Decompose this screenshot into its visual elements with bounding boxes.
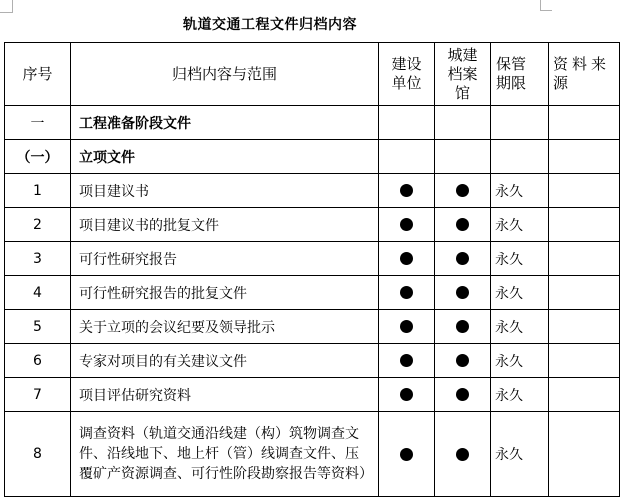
section-label: 工程准备阶段文件 bbox=[71, 106, 379, 140]
table-row bbox=[5, 208, 620, 242]
row-content: 项目建议书的批复文件 bbox=[71, 208, 379, 242]
filled-dot-icon bbox=[456, 184, 469, 197]
city-mark bbox=[435, 242, 491, 276]
document-title: 轨道交通工程文件归档内容 bbox=[183, 17, 357, 33]
section-row bbox=[5, 106, 620, 140]
header-source: 资料来源 bbox=[549, 43, 620, 106]
header-unit: 建设单位 bbox=[379, 43, 435, 106]
row-no: 2 bbox=[5, 208, 71, 242]
source-cell bbox=[549, 310, 620, 344]
unit-mark bbox=[379, 310, 435, 344]
header-city: 城建档案馆 bbox=[435, 43, 491, 106]
section-no: （一） bbox=[5, 140, 71, 174]
page-corner-mark-right bbox=[540, 0, 541, 10]
unit-mark bbox=[379, 412, 435, 497]
city-mark bbox=[435, 378, 491, 412]
filled-dot-icon bbox=[456, 354, 469, 367]
keep-period: 永久 bbox=[491, 242, 549, 276]
unit-mark bbox=[379, 378, 435, 412]
keep-period: 永久 bbox=[491, 378, 549, 412]
row-content: 专家对项目的有关建议文件 bbox=[71, 344, 379, 378]
row-content: 关于立项的会议纪要及领导批示 bbox=[71, 310, 379, 344]
table-row bbox=[5, 412, 620, 497]
filled-dot-icon bbox=[400, 354, 413, 367]
row-no: 6 bbox=[5, 344, 71, 378]
city-mark bbox=[435, 310, 491, 344]
row-no: 1 bbox=[5, 174, 71, 208]
keep-period: 永久 bbox=[491, 344, 549, 378]
table-row bbox=[5, 310, 620, 344]
row-no: 5 bbox=[5, 310, 71, 344]
header-content: 归档内容与范围 bbox=[71, 43, 379, 106]
source-cell bbox=[549, 344, 620, 378]
filled-dot-icon bbox=[400, 320, 413, 333]
filled-dot-icon bbox=[400, 252, 413, 265]
header-no: 序号 bbox=[5, 43, 71, 106]
filled-dot-icon bbox=[400, 388, 413, 401]
unit-mark bbox=[379, 174, 435, 208]
archive-table bbox=[4, 42, 620, 497]
unit-mark bbox=[379, 242, 435, 276]
row-no: 4 bbox=[5, 276, 71, 310]
source-cell bbox=[549, 412, 620, 497]
filled-dot-icon bbox=[456, 448, 469, 461]
table-row bbox=[5, 276, 620, 310]
row-content: 调查资料（轨道交通沿线建（构）筑物调查文件、沿线地下、地上杆（管）线调查文件、压覆矿产资源调查、可行性阶段勘察报告等资料） bbox=[71, 412, 379, 497]
table-row bbox=[5, 378, 620, 412]
city-mark bbox=[435, 174, 491, 208]
row-no: 3 bbox=[5, 242, 71, 276]
table-header-row bbox=[5, 43, 620, 106]
filled-dot-icon bbox=[400, 286, 413, 299]
page-corner-mark-right-h bbox=[540, 10, 552, 11]
filled-dot-icon bbox=[456, 286, 469, 299]
section-no: 一 bbox=[5, 106, 71, 140]
source-cell bbox=[549, 174, 620, 208]
filled-dot-icon bbox=[456, 252, 469, 265]
row-content: 项目建议书 bbox=[71, 174, 379, 208]
keep-period: 永久 bbox=[491, 412, 549, 497]
unit-mark bbox=[379, 208, 435, 242]
page-corner-mark-left bbox=[0, 0, 13, 13]
row-content: 可行性研究报告的批复文件 bbox=[71, 276, 379, 310]
filled-dot-icon bbox=[400, 448, 413, 461]
keep-period: 永久 bbox=[491, 174, 549, 208]
city-mark bbox=[435, 276, 491, 310]
keep-period: 永久 bbox=[491, 208, 549, 242]
unit-mark bbox=[379, 344, 435, 378]
filled-dot-icon bbox=[456, 388, 469, 401]
city-mark bbox=[435, 412, 491, 497]
row-no: 8 bbox=[5, 412, 71, 497]
keep-period: 永久 bbox=[491, 276, 549, 310]
row-no: 7 bbox=[5, 378, 71, 412]
city-mark bbox=[435, 208, 491, 242]
filled-dot-icon bbox=[400, 218, 413, 231]
section-row bbox=[5, 140, 620, 174]
unit-mark bbox=[379, 276, 435, 310]
source-cell bbox=[549, 276, 620, 310]
row-content: 可行性研究报告 bbox=[71, 242, 379, 276]
table-row bbox=[5, 344, 620, 378]
table-row bbox=[5, 242, 620, 276]
source-cell bbox=[549, 242, 620, 276]
source-cell bbox=[549, 208, 620, 242]
section-label: 立项文件 bbox=[71, 140, 379, 174]
filled-dot-icon bbox=[456, 218, 469, 231]
table-row bbox=[5, 174, 620, 208]
filled-dot-icon bbox=[456, 320, 469, 333]
source-cell bbox=[549, 378, 620, 412]
city-mark bbox=[435, 344, 491, 378]
row-content: 项目评估研究资料 bbox=[71, 378, 379, 412]
filled-dot-icon bbox=[400, 184, 413, 197]
keep-period: 永久 bbox=[491, 310, 549, 344]
header-keep: 保管期限 bbox=[491, 43, 549, 106]
